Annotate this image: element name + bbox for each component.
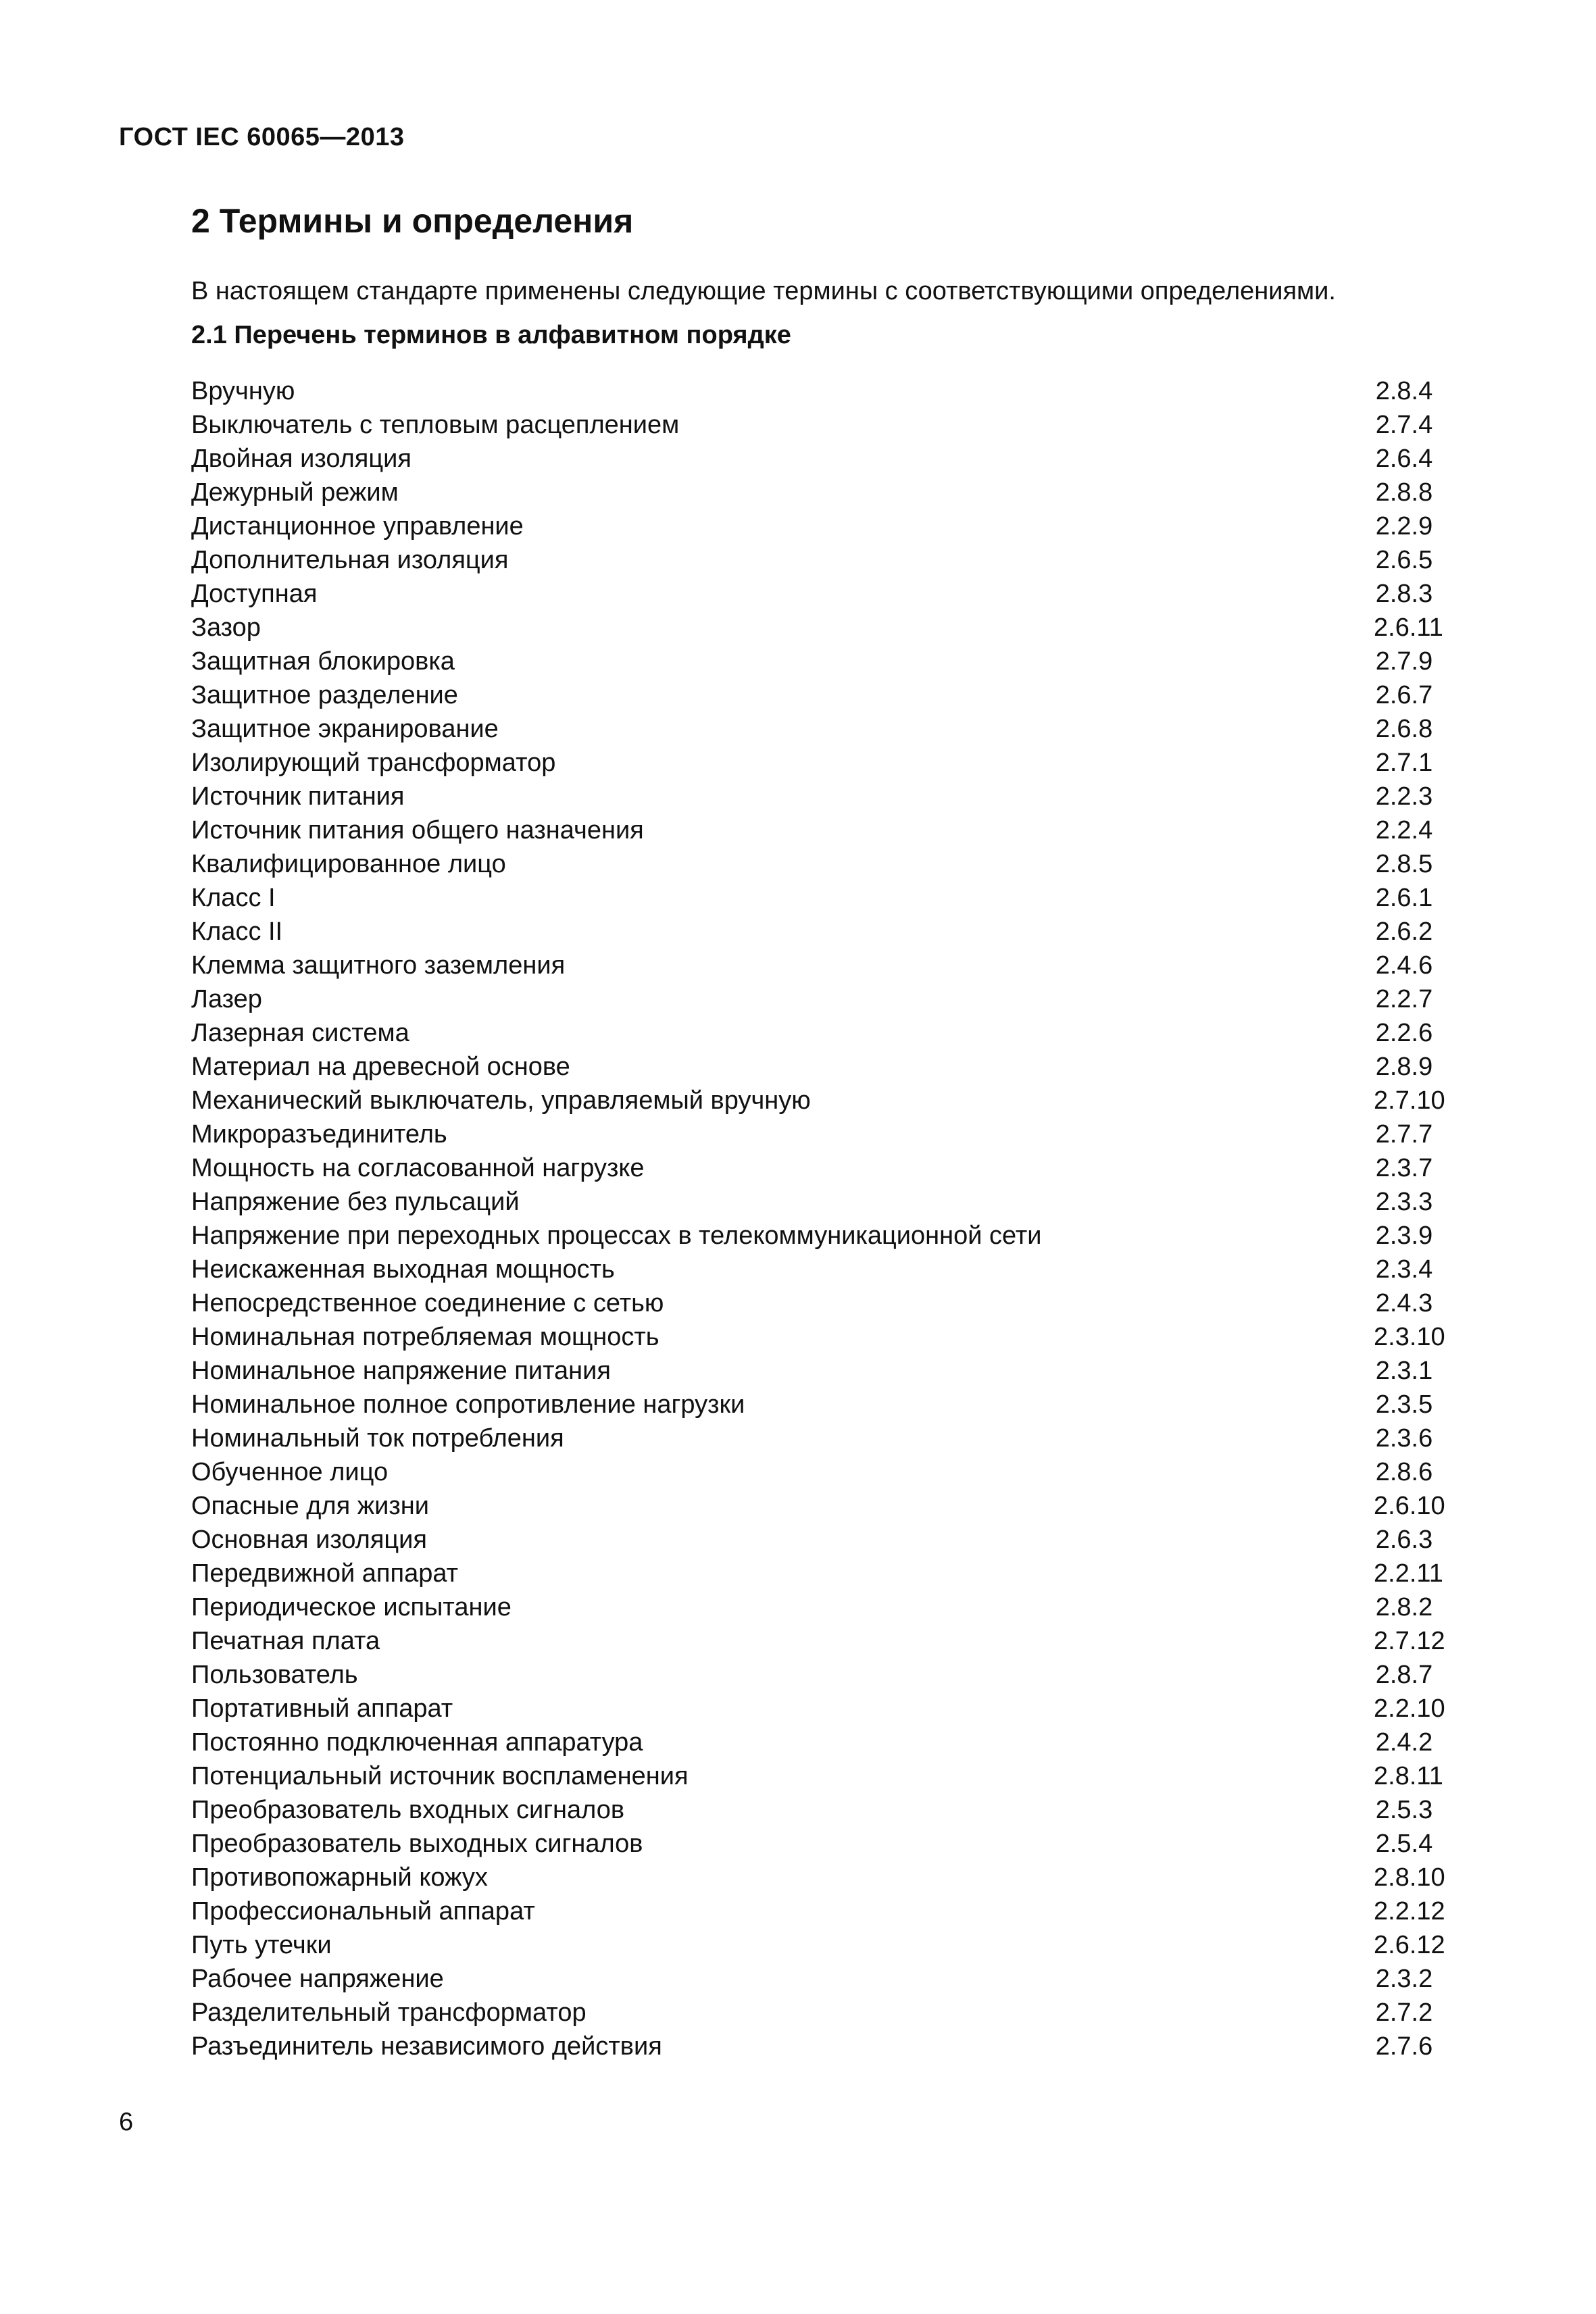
term-reference: 2.7.2	[1375, 1998, 1433, 2027]
term-reference: 2.6.8	[1375, 715, 1433, 743]
term-reference: 2.6.4	[1375, 445, 1433, 473]
term-row	[191, 1253, 1435, 1286]
term-row	[191, 1455, 1435, 1489]
term-name: Номинальное напряжение питания	[191, 1357, 611, 1385]
term-reference: 2.7.1	[1375, 749, 1433, 777]
term-row	[191, 1117, 1435, 1151]
term-row	[191, 611, 1443, 645]
term-row	[191, 1557, 1443, 1590]
term-reference: 2.7.10	[1374, 1086, 1445, 1115]
term-name: Неискаженная выходная мощность	[191, 1255, 615, 1284]
term-reference: 2.8.5	[1375, 850, 1433, 878]
term-reference: 2.2.6	[1375, 1019, 1433, 1047]
term-name: Доступная	[191, 580, 318, 608]
term-row	[191, 1422, 1435, 1455]
term-name: Лазерная система	[191, 1019, 409, 1047]
term-name: Непосредственное соединение с сетью	[191, 1289, 664, 1317]
term-reference: 2.6.11	[1374, 613, 1443, 642]
term-reference: 2.5.4	[1375, 1830, 1433, 1858]
term-reference: 2.6.5	[1375, 546, 1433, 574]
term-name: Основная изоляция	[191, 1526, 427, 1554]
term-row	[191, 1928, 1445, 1962]
term-reference: 2.8.7	[1375, 1661, 1433, 1689]
term-row	[191, 1658, 1435, 1692]
term-reference: 2.8.11	[1374, 1762, 1443, 1790]
term-row	[191, 509, 1435, 543]
term-row	[191, 1827, 1435, 1861]
term-name: Путь утечки	[191, 1931, 332, 1959]
term-reference: 2.4.6	[1375, 951, 1433, 980]
term-name: Лазер	[191, 985, 262, 1013]
term-reference: 2.3.2	[1375, 1965, 1433, 1993]
section-title: 2 Термины и определения	[191, 202, 634, 240]
term-row	[191, 1759, 1443, 1793]
term-name: Разделительный трансформатор	[191, 1998, 587, 2027]
term-row	[191, 1523, 1435, 1557]
term-name: Выключатель с тепловым расцеплением	[191, 411, 680, 439]
term-row	[191, 1286, 1435, 1320]
term-reference: 2.6.1	[1375, 884, 1433, 912]
term-reference: 2.6.2	[1375, 917, 1433, 946]
term-row	[191, 813, 1435, 847]
term-reference: 2.5.3	[1375, 1796, 1433, 1824]
term-reference: 2.2.9	[1375, 512, 1433, 540]
term-row	[191, 543, 1435, 577]
term-row	[191, 1793, 1435, 1827]
term-row	[191, 712, 1435, 746]
term-reference: 2.4.3	[1375, 1289, 1433, 1317]
term-row	[191, 780, 1435, 813]
term-name: Пользователь	[191, 1661, 358, 1689]
term-reference: 2.8.9	[1375, 1053, 1433, 1081]
term-reference: 2.7.9	[1375, 647, 1433, 676]
term-name: Изолирующий трансформатор	[191, 749, 556, 777]
term-row	[191, 949, 1435, 982]
term-name: Номинальный ток потребления	[191, 1424, 564, 1453]
term-row	[191, 1861, 1445, 1894]
term-name: Номинальное полное сопротивление нагрузки	[191, 1390, 745, 1419]
term-reference: 2.3.3	[1375, 1188, 1433, 1216]
term-row	[191, 1354, 1435, 1388]
term-row	[191, 1050, 1435, 1084]
standard-code-header: ГОСТ IEC 60065—2013	[119, 123, 405, 151]
term-name: Портативный аппарат	[191, 1694, 453, 1723]
term-reference: 2.8.2	[1375, 1593, 1433, 1621]
term-name: Разъединитель независимого действия	[191, 2032, 662, 2061]
term-reference: 2.8.10	[1374, 1863, 1445, 1892]
term-name: Преобразователь входных сигналов	[191, 1796, 625, 1824]
term-row	[191, 1489, 1445, 1523]
term-reference: 2.8.4	[1375, 377, 1433, 405]
term-row	[191, 1624, 1445, 1658]
section-intro: В настоящем стандарте применены следующие термины с соответствующими определениями.	[191, 277, 1336, 305]
term-row	[191, 408, 1435, 442]
term-name: Класс II	[191, 917, 283, 946]
term-reference: 2.3.7	[1375, 1154, 1433, 1182]
term-reference: 2.8.6	[1375, 1458, 1433, 1486]
term-row	[191, 1996, 1435, 2030]
term-name: Квалифицированное лицо	[191, 850, 506, 878]
term-reference: 2.2.3	[1375, 782, 1433, 811]
term-name: Защитная блокировка	[191, 647, 455, 676]
term-row	[191, 746, 1435, 780]
term-reference: 2.2.11	[1374, 1559, 1443, 1588]
term-reference: 2.3.10	[1374, 1323, 1445, 1351]
term-reference: 2.2.7	[1375, 985, 1433, 1013]
term-reference: 2.2.10	[1374, 1694, 1445, 1723]
term-name: Механический выключатель, управляемый вручную	[191, 1086, 811, 1115]
term-name: Опасные для жизни	[191, 1492, 430, 1520]
term-name: Напряжение без пульсаций	[191, 1188, 520, 1216]
term-row	[191, 374, 1435, 408]
term-row	[191, 1962, 1435, 1996]
term-reference: 2.8.8	[1375, 478, 1433, 507]
term-reference: 2.3.4	[1375, 1255, 1433, 1284]
term-name: Зазор	[191, 613, 261, 642]
term-reference: 2.4.2	[1375, 1728, 1433, 1757]
term-name: Клемма защитного заземления	[191, 951, 566, 980]
term-row	[191, 1016, 1435, 1050]
term-name: Защитное разделение	[191, 681, 458, 709]
term-reference: 2.7.12	[1374, 1627, 1445, 1655]
term-name: Источник питания	[191, 782, 405, 811]
term-name: Напряжение при переходных процессах в телекоммуникационной сети	[191, 1222, 1042, 1250]
term-reference: 2.3.5	[1375, 1390, 1433, 1419]
term-name: Дистанционное управление	[191, 512, 524, 540]
term-name: Номинальная потребляемая мощность	[191, 1323, 659, 1351]
term-name: Печатная плата	[191, 1627, 380, 1655]
term-name: Двойная изоляция	[191, 445, 412, 473]
term-name: Преобразователь выходных сигналов	[191, 1830, 643, 1858]
term-name: Класс I	[191, 884, 276, 912]
term-reference: 2.8.3	[1375, 580, 1433, 608]
term-name: Дополнительная изоляция	[191, 546, 509, 574]
term-row	[191, 847, 1435, 881]
term-row	[191, 915, 1435, 949]
term-reference: 2.7.4	[1375, 411, 1433, 439]
term-row	[191, 2030, 1435, 2063]
term-reference: 2.3.1	[1375, 1357, 1433, 1385]
terms-index-list	[191, 374, 1445, 2063]
term-row	[191, 1388, 1435, 1422]
term-reference: 2.6.12	[1374, 1931, 1445, 1959]
term-row	[191, 577, 1435, 611]
term-name: Обученное лицо	[191, 1458, 389, 1486]
term-reference: 2.3.6	[1375, 1424, 1433, 1453]
term-row	[191, 1185, 1435, 1219]
term-reference: 2.2.12	[1374, 1897, 1445, 1926]
term-name: Рабочее напряжение	[191, 1965, 444, 1993]
term-reference: 2.2.4	[1375, 816, 1433, 845]
page-number: 6	[119, 2108, 134, 2136]
term-reference: 2.6.3	[1375, 1526, 1433, 1554]
term-name: Постоянно подключенная аппаратура	[191, 1728, 643, 1757]
term-row	[191, 1590, 1435, 1624]
term-row	[191, 982, 1435, 1016]
term-reference: 2.6.10	[1374, 1492, 1445, 1520]
term-row	[191, 1320, 1445, 1354]
term-row	[191, 442, 1435, 476]
term-row	[191, 1894, 1445, 1928]
term-name: Потенциальный источник воспламенения	[191, 1762, 689, 1790]
term-reference: 2.6.7	[1375, 681, 1433, 709]
term-row	[191, 1084, 1445, 1117]
term-row	[191, 881, 1435, 915]
subsection-title: 2.1 Перечень терминов в алфавитном порядке	[191, 321, 791, 349]
term-row	[191, 1692, 1445, 1726]
term-row	[191, 1219, 1435, 1253]
term-name: Материал на древесной основе	[191, 1053, 570, 1081]
term-reference: 2.3.9	[1375, 1222, 1433, 1250]
term-reference: 2.7.7	[1375, 1120, 1433, 1149]
term-row	[191, 1726, 1435, 1759]
term-name: Периодическое испытание	[191, 1593, 512, 1621]
term-name: Микроразъединитель	[191, 1120, 447, 1149]
term-name: Мощность на согласованной нагрузке	[191, 1154, 645, 1182]
term-row	[191, 678, 1435, 712]
term-row	[191, 645, 1435, 678]
term-name: Вручную	[191, 377, 295, 405]
term-reference: 2.7.6	[1375, 2032, 1433, 2061]
term-row	[191, 476, 1435, 509]
term-name: Профессиональный аппарат	[191, 1897, 535, 1926]
term-name: Дежурный режим	[191, 478, 399, 507]
term-row	[191, 1151, 1435, 1185]
term-name: Источник питания общего назначения	[191, 816, 644, 845]
term-name: Противопожарный кожух	[191, 1863, 488, 1892]
term-name: Передвижной аппарат	[191, 1559, 459, 1588]
term-name: Защитное экранирование	[191, 715, 499, 743]
